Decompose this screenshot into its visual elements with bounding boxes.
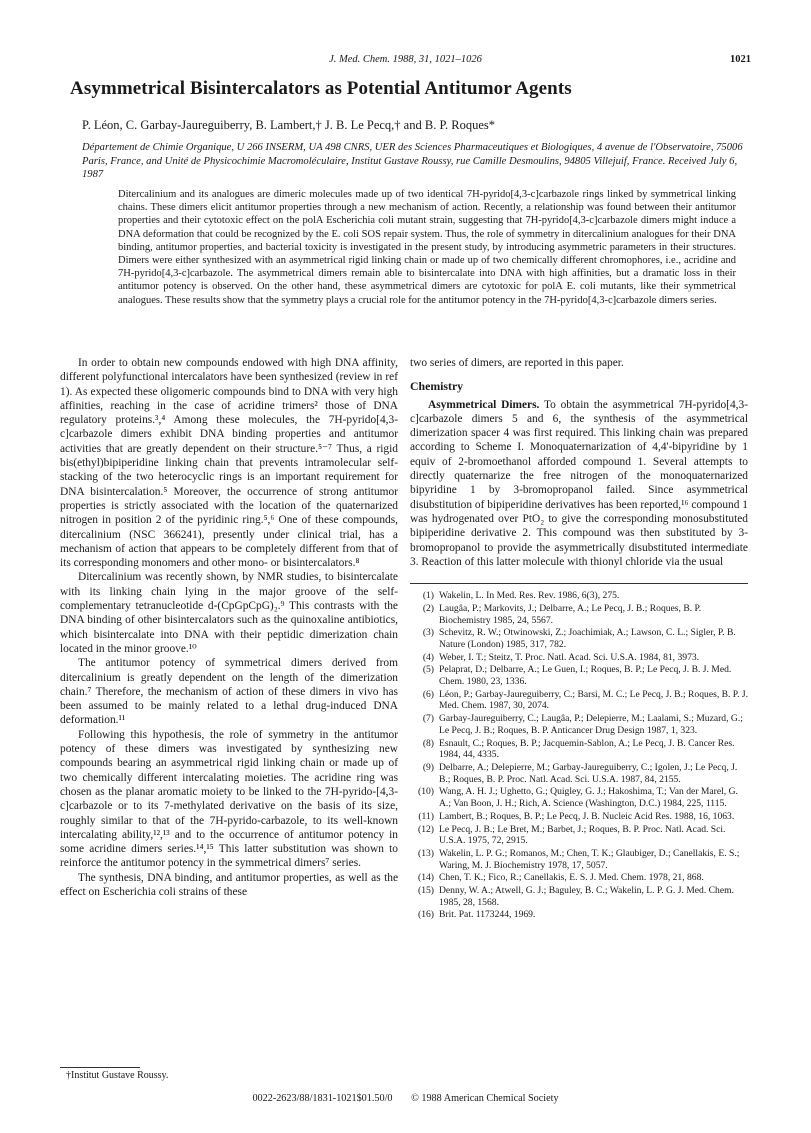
reference-number: (5) [422, 664, 434, 676]
reference-item [410, 603, 748, 626]
reference-text: Laugâa, P.; Markovits, J.; Delbarre, A.; Le Pecq, J. B.; Roques, B. P. Biochemistry 1985, 24, 5567. [439, 602, 702, 626]
body-paragraph: The synthesis, DNA binding, and antitumor properties, as well as the effect on Escherichia coli strains of these [60, 871, 398, 898]
reference-text: Pelaprat, D.; Delbarre, A.; Le Guen, I.; Roques, B. P.; Le Pecq, J. B. J. Med. Chem. 1980, 23, 1336. [439, 664, 732, 688]
page-footer [0, 1093, 811, 1104]
reference-number: (6) [422, 688, 434, 700]
left-column [60, 356, 398, 899]
reference-number: (2) [422, 602, 434, 614]
article-title: Asymmetrical Bisintercalators as Potential Antitumor Agents [70, 78, 572, 99]
reference-item [410, 664, 748, 687]
reference-number: (11) [418, 810, 434, 822]
reference-text: Léon, P.; Garbay-Jaureguiberry, C.; Barsi, M. C.; Le Pecq, J. B.; Roques, B. P. J. Med. Chem. 1987, 30, 2074. [439, 688, 749, 712]
reference-item [410, 590, 748, 602]
reference-item [410, 738, 748, 761]
body-paragraph: In order to obtain new compounds endowed with high DNA affinity, different polyfunctional intercalators have been synthesized (review in ref 1). As expected these oligomeric compounds bind to DNA with very high affinities, reaching in the case of acridine trimers² those of DNA regulatory proteins.³,⁴ Among these molecules, the 7H-pyrido[4,3-c]carbazole dimers exhibit DNA binding properties and antitumor activities that are greatly dependent on their structure.⁵⁻⁷ Thus, a rigid bis(ethyl)bipiperidine linking chain that prevents intramolecular self-stacking of the two heterocyclic rings is an important requirement for DNA bisintercalation.⁵ Moreover, the occurrence of strong antitumor properties is strictly associated with the location of the quaternarized nitrogen in position 2 of the pyridinic ring.⁵,⁶ One of these compounds, ditercalinium (NSC 366241), presently under clinical trial, has a mechanism of action that appears to be completely different from that of its corresponding monomers and other mono- or bisintercalators.⁸ [60, 357, 398, 570]
reference-text: Schevitz, R. W.; Otwinowski, Z.; Joachimiak, A.; Lawson, C. L.; Sigler, P. B. Nature (London) 1985, 317, 782. [439, 627, 736, 650]
reference-text: Wakelin, L. In Med. Res. Rev. 1986, 6(3), 275. [439, 590, 620, 602]
reference-text: Denny, W. A.; Atwell, G. J.; Baguley, B. C.; Wakelin, L. P. G. J. Med. Chem. 1985, 28, 1568. [439, 885, 734, 908]
reference-text: Le Pecq, J. B.; Le Bret, M.; Barbet, J.; Roques, B. P. Proc. Natl. Acad. Sci. U.S.A. 1975, 72, 2915. [439, 823, 726, 847]
reference-number: (16) [418, 909, 434, 921]
references-divider [410, 583, 748, 584]
reference-item [410, 885, 748, 908]
reference-number: (14) [418, 872, 434, 884]
reference-item [410, 786, 748, 809]
reference-item [410, 713, 748, 736]
reference-text: Chen, T. K.; Fico, R.; Canellakis, E. S. J. Med. Chem. 1978, 21, 868. [439, 872, 704, 884]
reference-number: (8) [422, 737, 434, 749]
reference-item [410, 627, 748, 650]
reference-item [410, 652, 748, 664]
reference-text: Brit. Pat. 1173244, 1969. [439, 909, 536, 921]
article-code: 0022-2623/88/1831-1021$01.50/0 [252, 1093, 393, 1104]
reference-item [410, 909, 748, 921]
journal-citation: J. Med. Chem. 1988, 31, 1021–1026 [329, 54, 482, 65]
reference-number: (15) [418, 885, 434, 897]
reference-number: (4) [422, 651, 434, 663]
reference-number: (3) [422, 627, 434, 639]
reference-item [410, 689, 748, 712]
footnote: †Institut Gustave Roussy. [66, 1070, 169, 1081]
reference-item [410, 824, 748, 847]
reference-list [410, 590, 748, 921]
reference-text: Lambert, B.; Roques, B. P.; Le Pecq, J. B. Nucleic Acid Res. 1988, 16, 1063. [439, 810, 735, 822]
reference-number: (9) [422, 762, 434, 773]
reference-text: Wakelin, L. P. G.; Romanos, M.; Chen, T. K.; Glaubiger, D.; Canellakis, E. S.; Waring, M. J. Biochemistry 1978, 17, 5057. [439, 847, 740, 871]
copyright: © 1988 American Chemical Society [411, 1093, 559, 1104]
subheading: Asymmetrical Dimers. [428, 398, 540, 411]
right-column [410, 356, 748, 922]
reference-item [410, 848, 748, 871]
section-heading-chemistry: Chemistry [410, 379, 464, 394]
running-header [60, 54, 751, 68]
reference-item [410, 872, 748, 884]
reference-number: (7) [422, 713, 434, 725]
body-paragraph: Following this hypothesis, the role of symmetry in the antitumor potency of these dimers was investigated by synthesizing new compounds bearing an asymmetrical rigid linking chain or made up of two chemically different intercalating moieties. The acridine ring was chosen as the planar aromatic moiety to be linked to the 7H-pyrido-[4,3-c]carbazole or to its 7-methylated derivative on the basis of its size, roughly similar to that of the 7H-pyrido-carbazole, to its well-known intercalating ability,¹²,¹³ and to the occurrence of antitumor potency in some acridine dimers series.¹⁴,¹⁵ This latter substitution was shown to reinforce the antitumor potency in the symmetrical dimers⁷ series. [60, 728, 398, 870]
reference-text: Wang, A. H. J.; Ughetto, G.; Quigley, G. J.; Hakoshima, T.; Van der Marel, G. A.; Van Boon, J. H.; Rich, A. Science (Washington, D.C.) 1984, 225, 1115. [439, 786, 738, 810]
body-paragraph: The antitumor potency of symmetrical dimers derived from ditercalinium is greatly dependent on the length of the dimerization chain.⁷ Therefore, the mechanism of action of these dimers in vivo has been assumed to be mainly related to a lethal drug-induced DNA deformation.¹¹ [60, 657, 398, 727]
paragraph-text: To obtain the asymmetrical 7H-pyrido[4,3-c]carbazole dimers 5 and 6, the synthesis of the asymmetrical dimerization spacer 4 was first required. This linking chain was prepared according to Scheme I. Monoquaternarization of 4,4'-bipyridine by 1 equiv of 2-bromoethanol afforded compound 1. Several attempts to directly quaternarize the free nitrogen of the monoquaternarized bipyridine 1 by 3-bromopropanol failed. Since asymmetrical disubstitution of bipiperidine derivatives has been reported,¹⁶ compound 1 was hydrogenated over PtO₂ to give the corresponding monosubstituted bipiperidine derivative 2. This compound was then substituted by 3-bromopropanol to provide the asymmetrically disubstituted intermediate 3. Reaction of this latter molecule with thionyl chloride via the usual [410, 398, 748, 568]
reference-number: (1) [422, 590, 434, 602]
reference-item [410, 762, 748, 785]
reference-number: (10) [418, 786, 434, 798]
reference-text: Garbay-Jaureguiberry, C.; Laugâa, P.; Delepierre, M.; Laalami, S.; Muzard, G.; Le Pecq, J. B.; Roques, B. P. Anticancer Drug Design 1987, 1, 323. [439, 713, 743, 736]
reference-text: Esnault, C.; Roques, B. P.; Jacquemin-Sablon, A.; Le Pecq, J. B. Cancer Res. 1984, 44, 4335. [439, 737, 735, 761]
affiliation: Département de Chimie Organique, U 266 INSERM, UA 498 CNRS, UER des Sciences Pharmaceutiques et Biologiques, 4 avenue de l'Observatoire, 75006 Paris, France, and Unité de Physicochimie Macromoléculaire, Institut Gustave Roussy, rue Camille Desmoulins, 94805 Villejuif, France. Received July 6, 1987 [82, 142, 743, 180]
abstract: Ditercalinium and its analogues are dimeric molecules made up of two identical 7H-pyrido[4,3-c]carbazole rings linked by symmetrical linking chains. These dimers elicit antitumor properties through a new mechanism of action. Recently, a relationship was found between their antitumor properties and their cytotoxic effect on the polA Escherichia coli mutant strain, suggesting that 7H-pyrido[4,3-c]carbazole dimers might induce a DNA deformation that could be recognized by the E. coli SOS repair system. Thus, the role of symmetry in ditercalinium analogues for their DNA binding, antitumor properties, and bacterial toxicity is investigated in the present study, by introducing asymmetric parameters in their structures. Dimers were either synthesized with an asymmetrical rigid linking chain or made up of two chemically different chromophores, i.e., acridine and 7H-pyrido[4,3-c]carbazole. The asymmetrical dimers remain able to bisintercalate into DNA with high affinities, but a dramatic loss in their antitumor potency is observed. On the other hand, these asymmetrical dimers are cytotoxic for polA E. coli mutants, like their symmetrical analogues. These results show that the symmetry plays a crucial role for the antitumor potency in the 7H-pyrido[4,3-c]carbazole dimers series. [118, 189, 736, 306]
body-paragraph: two series of dimers, are reported in this paper. [410, 357, 624, 369]
reference-number: (13) [418, 847, 434, 859]
body-paragraph: Ditercalinium was recently shown, by NMR studies, to bisintercalate with its linking chain lying in the major groove of the self-complementary tetranucleotide d-(CpGpCpG)₂.⁹ This contrasts with the DNA binding of other bisintercalators such as the quinoxaline antibiotics, which bisintercalate into DNA with their peptidic dimerization chain located in the minor groove.¹⁰ [60, 571, 398, 655]
body-paragraph [410, 398, 748, 570]
page-number: 1021 [730, 54, 751, 65]
reference-item [410, 811, 748, 823]
author-list: P. Léon, C. Garbay-Jaureguiberry, B. Lambert,† J. B. Le Pecq,† and B. P. Roques* [82, 118, 496, 132]
reference-number: (12) [418, 823, 434, 835]
footnote-divider [60, 1067, 140, 1068]
reference-text: Delbarre, A.; Delepierre, M.; Garbay-Jaureguiberry, C.; Igolen, J.; Le Pecq, J. B.; Roques, B. P. Proc. Natl. Acad. Sci. U.S.A. 1987, 84, 2155. [439, 762, 738, 785]
reference-text: Weber, I. T.; Steitz, T. Proc. Natl. Acad. Sci. U.S.A. 1984, 81, 3973. [439, 651, 700, 663]
